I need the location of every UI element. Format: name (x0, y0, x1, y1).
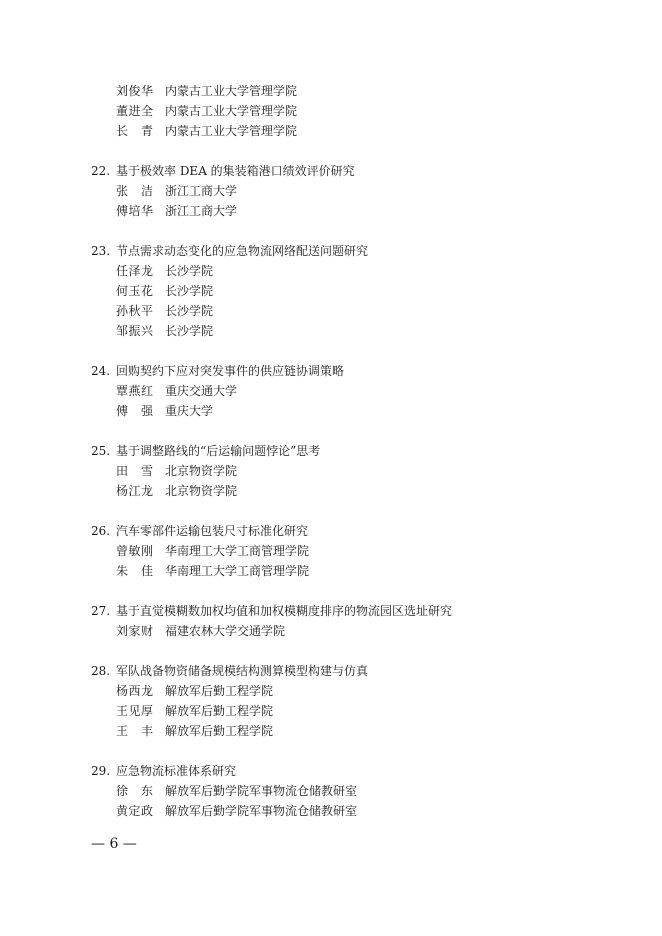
author-affiliation: 北京物资学院 (165, 484, 238, 498)
author-name: 董进全 (116, 104, 154, 118)
entry-23 (91, 241, 631, 341)
entry-title: 节点需求动态变化的应急物流网络配送问题研究 (116, 244, 369, 258)
entry-title: 军队战备物资储备规模结构测算模型构建与仿真 (116, 664, 369, 678)
author-name: 孙秋平 (116, 304, 154, 318)
entry-title-line (91, 161, 631, 181)
author-name: 何玉花 (116, 284, 154, 298)
entry-25 (91, 441, 631, 501)
author-line (91, 321, 631, 341)
entry-title-line (91, 361, 631, 381)
author-affiliation: 北京物资学院 (165, 464, 238, 478)
author-name: 黄定政 (116, 804, 154, 818)
author-affiliation: 解放军后勤学院军事物流仓储教研室 (165, 804, 358, 818)
author-name: 田 雪 (116, 464, 154, 478)
author-line (91, 801, 631, 821)
author-affiliation: 华南理工大学工商管理学院 (165, 544, 310, 558)
entry-title-line (91, 521, 631, 541)
author-name: 长 青 (116, 124, 154, 138)
entry-title: 应急物流标准体系研究 (116, 764, 237, 778)
entry-24 (91, 361, 631, 421)
author-affiliation: 长沙学院 (165, 324, 214, 338)
entry-title: 基于极效率 DEA 的集装箱港口绩效评价研究 (116, 164, 355, 178)
entry-title-line (91, 441, 631, 461)
entry-29 (91, 761, 631, 821)
author-affiliation: 解放军后勤工程学院 (165, 724, 274, 738)
author-line (91, 561, 631, 581)
entry-continuation (91, 81, 631, 141)
author-line (91, 401, 631, 421)
author-affiliation: 内蒙古工业大学管理学院 (165, 124, 298, 138)
author-affiliation: 浙江工商大学 (165, 204, 238, 218)
author-line (91, 701, 631, 721)
author-name: 杨江龙 (116, 484, 154, 498)
entry-title-line (91, 761, 631, 781)
author-name: 杨西龙 (116, 684, 154, 698)
author-line (91, 261, 631, 281)
author-name: 刘家财 (116, 624, 154, 638)
entry-title: 基于调整路线的“后运输问题悖论”思考 (116, 444, 321, 458)
entry-number: 28. (91, 664, 111, 678)
author-affiliation: 解放军后勤学院军事物流仓储教研室 (165, 784, 358, 798)
author-affiliation: 内蒙古工业大学管理学院 (165, 84, 298, 98)
entry-number: 24. (91, 364, 111, 378)
author-line (91, 721, 631, 741)
entry-26 (91, 521, 631, 581)
author-affiliation: 解放军后勤工程学院 (165, 684, 274, 698)
author-name: 傅培华 (116, 204, 154, 218)
author-line (91, 201, 631, 221)
entry-title-line (91, 241, 631, 261)
author-affiliation: 重庆交通大学 (165, 384, 238, 398)
entry-28 (91, 661, 631, 741)
author-line (91, 281, 631, 301)
author-affiliation: 内蒙古工业大学管理学院 (165, 104, 298, 118)
author-name: 王见厚 (116, 704, 154, 718)
entry-27 (91, 601, 631, 641)
entry-title: 回购契约下应对突发事件的供应链协调策略 (116, 364, 345, 378)
entry-title-line (91, 661, 631, 681)
author-line (91, 381, 631, 401)
entry-title: 汽车零部件运输包装尺寸标准化研究 (116, 524, 309, 538)
entry-title-line (91, 601, 631, 621)
author-affiliation: 华南理工大学工商管理学院 (165, 564, 310, 578)
author-affiliation: 长沙学院 (165, 284, 214, 298)
entry-number: 26. (91, 524, 111, 538)
entry-number: 27. (91, 604, 111, 618)
author-name: 朱 佳 (116, 564, 154, 578)
entry-number: 23. (91, 244, 111, 258)
author-name: 徐 东 (116, 784, 154, 798)
author-line (91, 481, 631, 501)
author-line (91, 621, 631, 641)
page-number: — 6 — (91, 836, 137, 852)
author-line (91, 301, 631, 321)
author-affiliation: 浙江工商大学 (165, 184, 238, 198)
author-name: 王 丰 (116, 724, 154, 738)
author-affiliation: 福建农林大学交通学院 (165, 624, 286, 638)
author-line (91, 81, 631, 101)
author-name: 张 洁 (116, 184, 154, 198)
author-name: 傅 强 (116, 404, 154, 418)
author-line (91, 121, 631, 141)
paper-list (91, 81, 631, 841)
author-affiliation: 解放军后勤工程学院 (165, 704, 274, 718)
author-line (91, 181, 631, 201)
author-line (91, 781, 631, 801)
author-name: 邹振兴 (116, 324, 154, 338)
author-name: 覃燕红 (116, 384, 154, 398)
author-line (91, 461, 631, 481)
entry-number: 25. (91, 444, 111, 458)
author-affiliation: 长沙学院 (165, 304, 214, 318)
author-line (91, 541, 631, 561)
entry-number: 22. (91, 164, 111, 178)
entry-title: 基于直觉模糊数加权均值和加权模糊度排序的物流园区选址研究 (116, 604, 453, 618)
author-name: 刘俊华 (116, 84, 154, 98)
author-name: 曾敏刚 (116, 544, 154, 558)
author-line (91, 681, 631, 701)
entry-number: 29. (91, 764, 111, 778)
author-affiliation: 长沙学院 (165, 264, 214, 278)
author-line (91, 101, 631, 121)
author-name: 任泽龙 (116, 264, 154, 278)
entry-22 (91, 161, 631, 221)
author-affiliation: 重庆大学 (165, 404, 214, 418)
